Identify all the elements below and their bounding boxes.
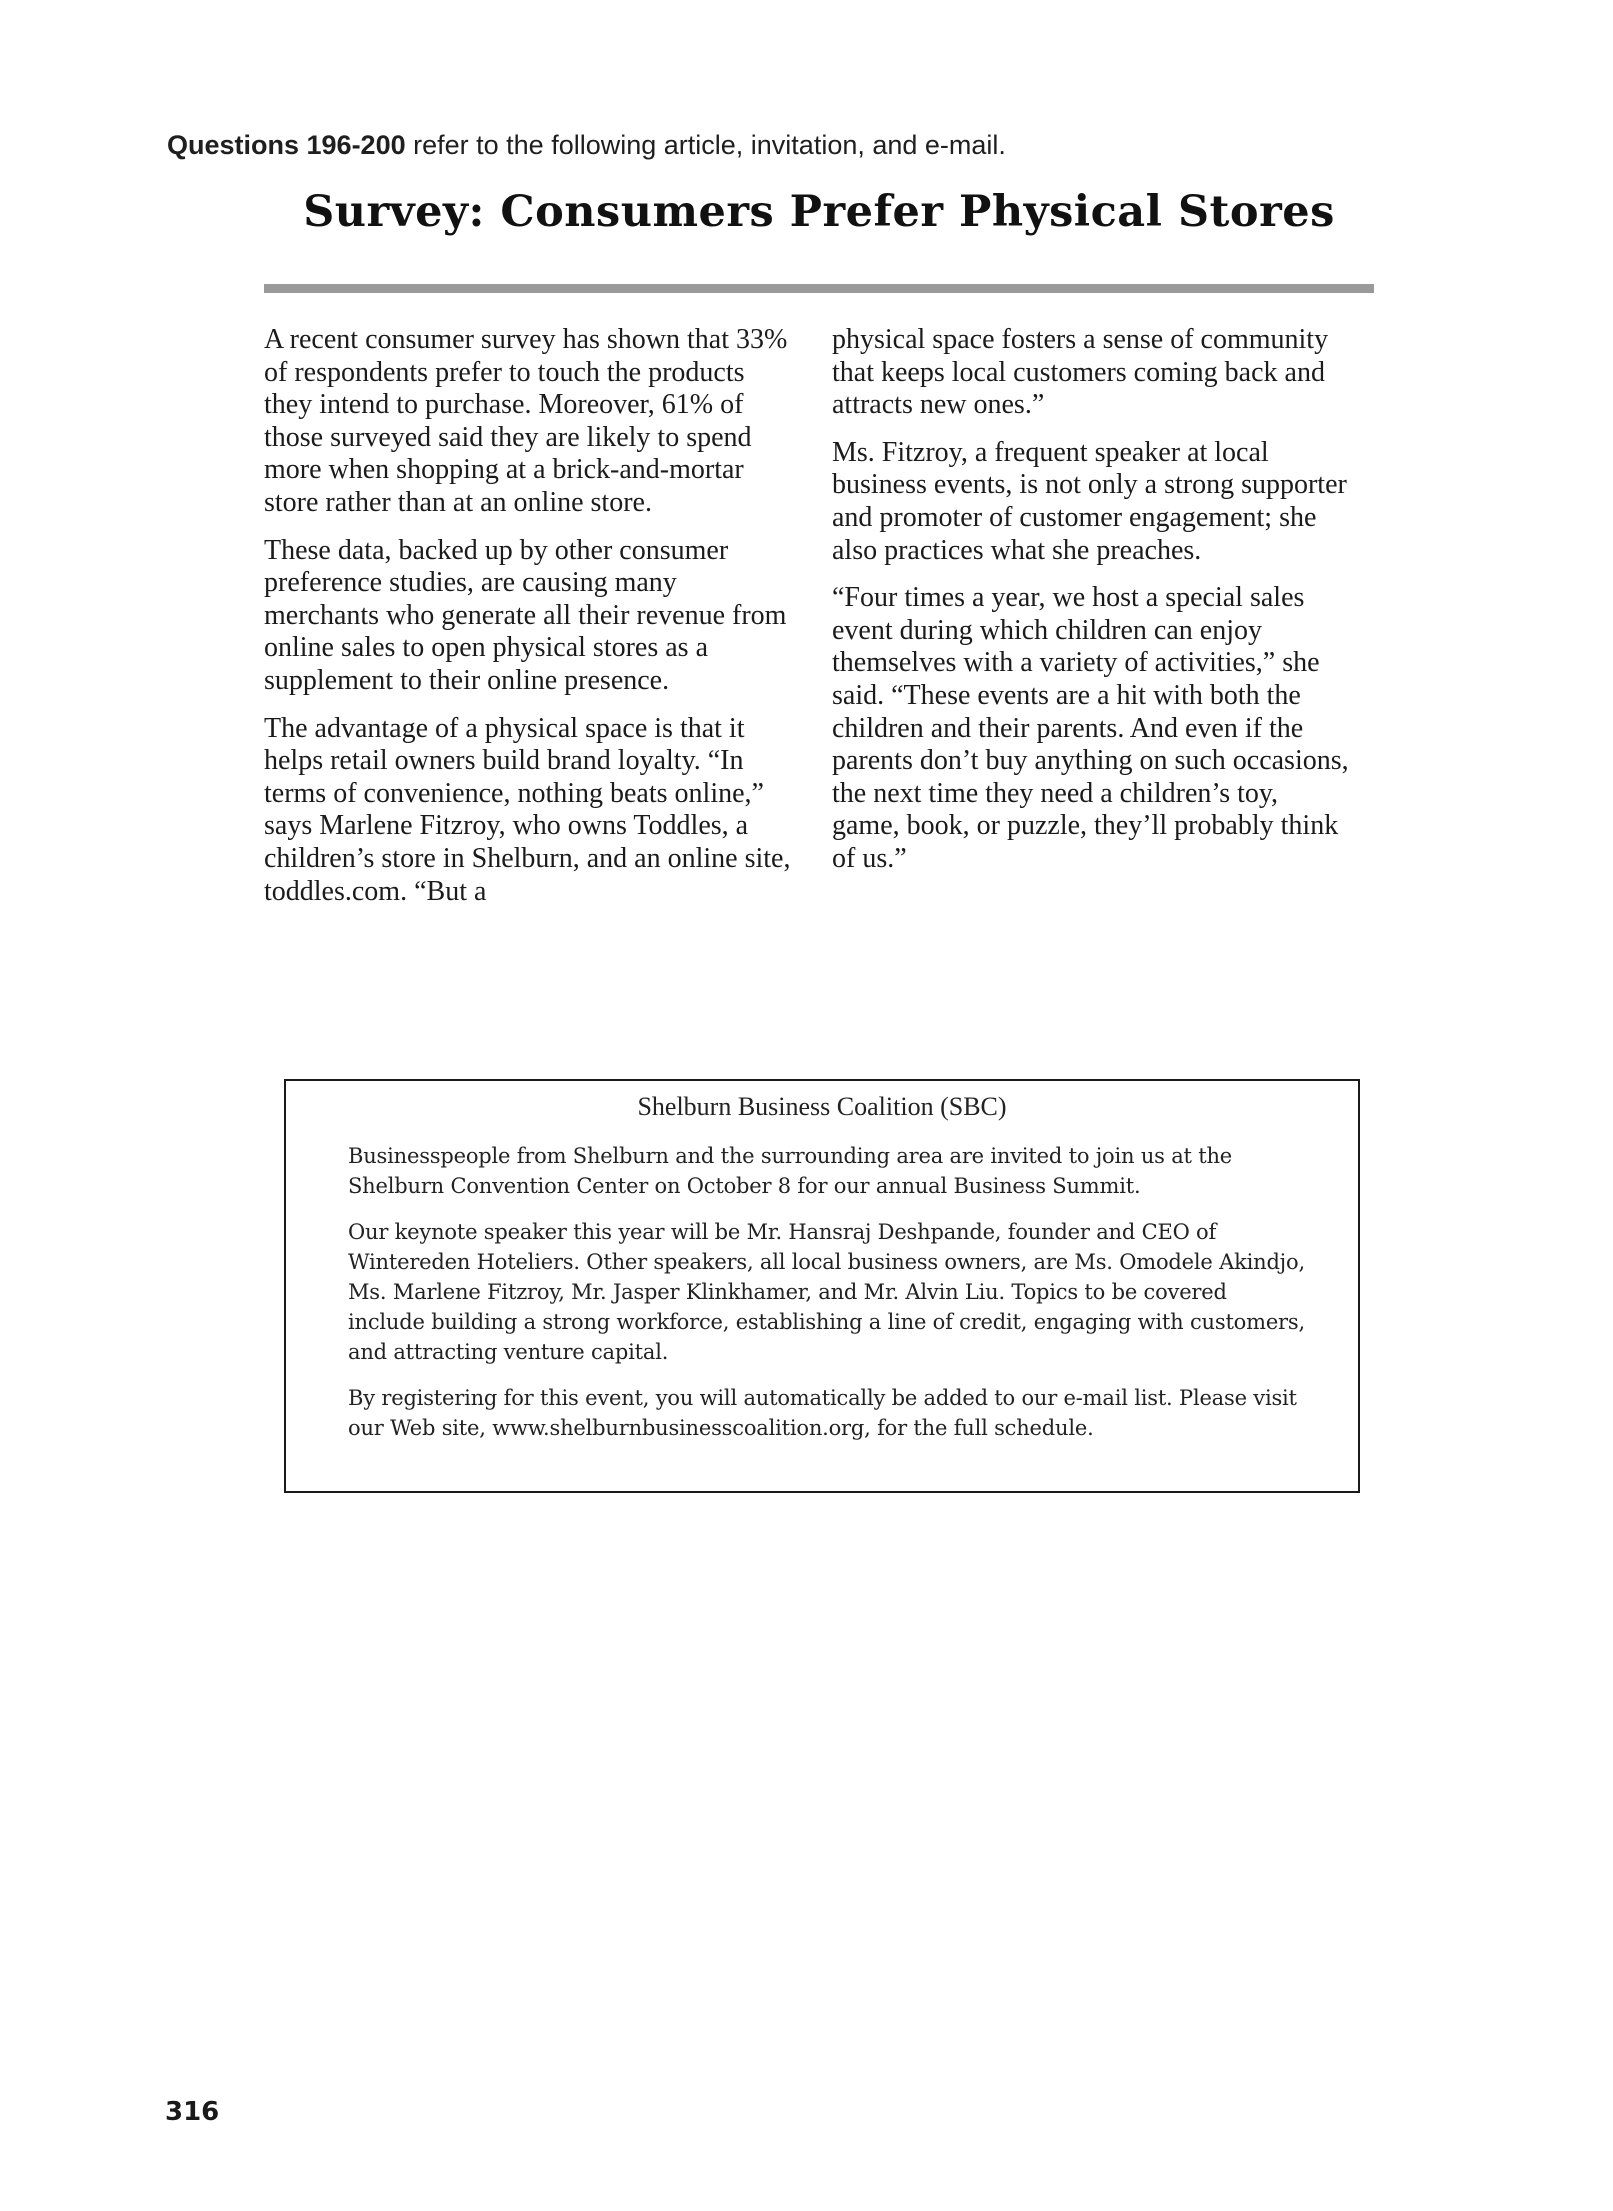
invitation-title: Shelburn Business Coalition (SBC) [637,1092,1007,1121]
article-paragraph: physical space fosters a sense of community that keeps local customers coming back and attracts new ones.” [832,324,1329,421]
article-left-column [264,324,794,923]
questions-range: Questions 196-200 [167,130,406,160]
article-paragraph: “Four times a year, we host a special sales event during which children can enjoy themselves with a variety of activities,” she said. “These events are a hit with both the children and their parents. And even if the parents don’t buy anything on such occasions, the next time they need a children’s toy, game, book, or puzzle, they’ll probably think of us.” [832,582,1349,874]
article-paragraph: These data, backed up by other consumer preference studies, are causing many merchants who generate all their revenue from online sales to open physical stores as a supplement to their online presence. [264,534,787,696]
invitation-paragraph: Businesspeople from Shelburn and the surrounding area are invited to join us at the Shelburn Convention Center on October 8 for our annual Business Summit. [348,1144,1233,1198]
article-paragraph: A recent consumer survey has shown that 33% of respondents prefer to touch the products they intend to purchase. Moreover, 61% of those surveyed said they are likely to spend more when shopping at a brick-and-mortar store rather than at an online store. [264,324,788,518]
article-title: Survey: Consumers Prefer Physical Stores [303,187,1335,237]
article-paragraph: Ms. Fitzroy, a frequent speaker at local business events, is not only a strong supporter and promoter of customer engagement; she also practices what she preaches. [832,436,1347,566]
article-paragraph: The advantage of a physical space is that it helps retail owners build brand loyalty. “In terms of convenience, nothing beats online,” says Marlene Fitzroy, who owns Toddles, a children’s store in Shelburn, and an online site, toddles.com. “But a [264,712,791,907]
invitation-body [348,1141,1308,1459]
questions-instruction: refer to the following article, invitation, and e-mail. [405,130,1006,160]
questions-header [167,130,1006,161]
title-divider [264,284,1374,293]
invitation-box [284,1079,1360,1493]
invitation-paragraph: By registering for this event, you will automatically be added to our e-mail list. Please visit our Web site, www.shelburnbusinesscoalition.org, for the full schedule. [348,1386,1297,1440]
page-number: 316 [165,2097,220,2127]
invitation-paragraph: Our keynote speaker this year will be Mr. Hansraj Deshpande, founder and CEO of Wintereden Hoteliers. Other speakers, all local business owners, are Ms. Omodele Akindjo, Ms. Marlene Fitzroy, Mr. Jasper Klinkhamer, and Mr. Alvin Liu. Topics to be covered include building a strong workforce, establishing a line of credit, engaging with customers, and attracting venture capital. [348,1220,1305,1364]
article-right-column [832,324,1352,891]
